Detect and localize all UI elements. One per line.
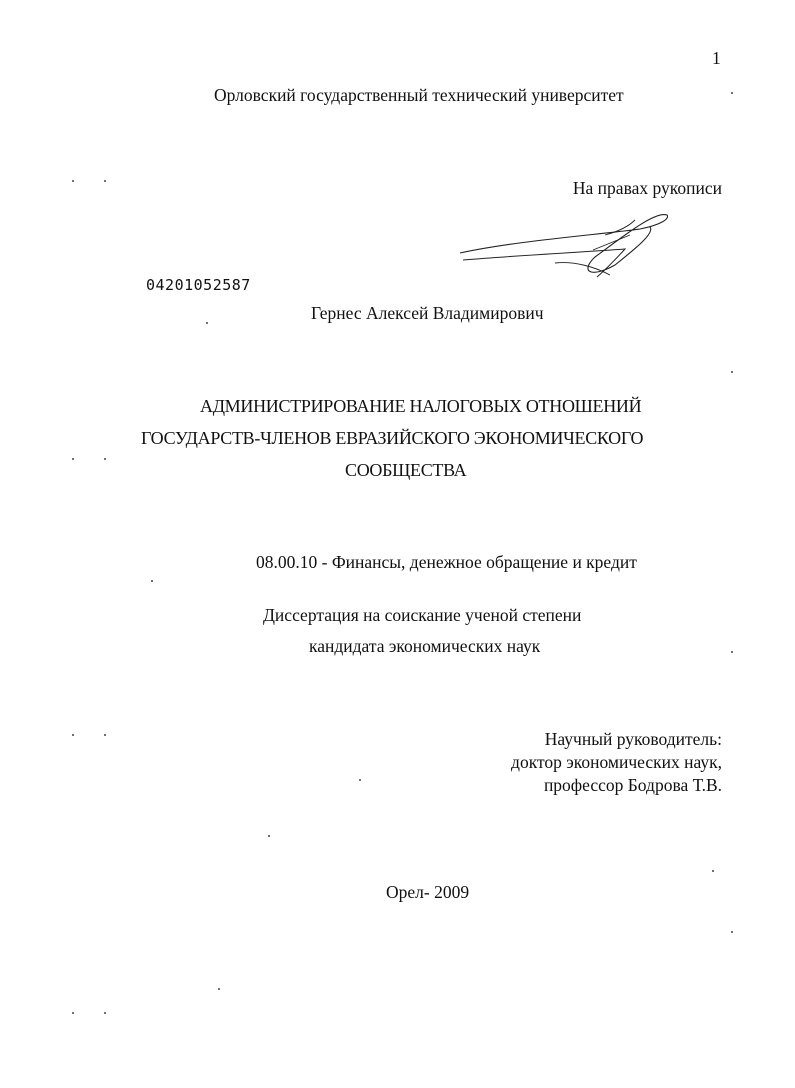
- manuscript-note: На правах рукописи: [572, 178, 722, 198]
- page-number: 1: [712, 48, 721, 68]
- degree-line-2: кандидата экономических наук: [309, 636, 541, 656]
- scan-speck: [731, 92, 733, 94]
- scan-speck: [359, 779, 361, 781]
- scan-speck: [731, 371, 733, 373]
- scan-speck: [72, 458, 74, 460]
- scan-speck: [731, 931, 733, 933]
- scan-speck: [104, 734, 106, 736]
- signature-icon: [455, 205, 685, 285]
- author-name: Гернес Алексей Владимирович: [311, 303, 544, 323]
- city-year: Орел- 2009: [386, 882, 470, 902]
- supervisor-label: Научный руководитель:: [544, 729, 722, 749]
- scan-speck: [104, 458, 106, 460]
- dissertation-title-line-2: ГОСУДАРСТВ-ЧЛЕНОВ ЕВРАЗИЙСКОГО ЭКОНОМИЧЕСКОГО: [141, 428, 644, 448]
- dissertation-title-line-3: СООБЩЕСТВА: [345, 460, 467, 480]
- scan-speck: [731, 651, 733, 653]
- scan-speck: [104, 1012, 106, 1014]
- scan-speck: [72, 1012, 74, 1014]
- archive-code: 04201052587: [146, 276, 251, 294]
- scan-speck: [268, 835, 270, 837]
- scan-speck: [72, 734, 74, 736]
- university-name: Орловский государственный технический университет: [214, 85, 624, 105]
- scan-speck: [206, 322, 208, 324]
- specialty: 08.00.10 - Финансы, денежное обращение и кредит: [256, 552, 637, 572]
- supervisor-degree: доктор экономических наук,: [511, 752, 722, 772]
- scan-speck: [72, 180, 74, 182]
- dissertation-title-line-1: АДМИНИСТРИРОВАНИЕ НАЛОГОВЫХ ОТНОШЕНИЙ: [200, 396, 642, 416]
- degree-line-1: Диссертация на соискание ученой степени: [263, 605, 582, 625]
- scan-speck: [712, 870, 714, 872]
- scan-speck: [218, 988, 220, 990]
- scan-speck: [104, 180, 106, 182]
- supervisor-name: профессор Бодрова Т.В.: [543, 775, 722, 795]
- scan-speck: [151, 580, 153, 582]
